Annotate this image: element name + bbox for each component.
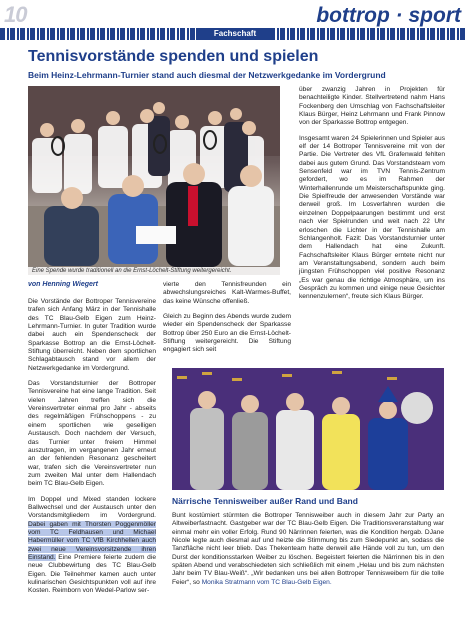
highlighted-text: Dabei gaben mit Thorsten Poggenmöller vom TC Feldhausen und Michael Habermüller vom TC VfB Kirchhellen auch zwei neue Vereinsvorsitzende ihren Einstand. bbox=[28, 520, 156, 561]
article-subtitle: Beim Heinz-Lehrmann-Turnier stand auch diesmal der Netzwerkgedanke im Vordergrund bbox=[28, 70, 386, 80]
paragraph: über zwanzig Jahren in Projekten für benachteiligte Kinder. Stellvertretend nahm Hans Fockenberg den Umschlag von Fachschaftsleiter Klaus Bürger, Heinz Lehrmann und Frank Pinnow von der Sparkasse Bottrop entgegen. bbox=[299, 86, 445, 127]
group-photo bbox=[28, 86, 280, 275]
text-span: Eine Premiere feierte zudem die neue Clubbewirtung des TC Blau-Gelb Eigen. Die Teilnehmer kamen auch unter kulinarischen Gesichtspunkten voll auf ihre Kosten. Reimborn von Wedel-Parlow ser- bbox=[28, 553, 156, 595]
carnival-photo bbox=[172, 368, 444, 490]
magazine-brand: bottrop · sport bbox=[316, 4, 461, 27]
group-photo-illustration bbox=[28, 86, 280, 275]
photo-caption: Eine Spende wurde traditionell an die Ernst-Löchelt-Stiftung weitergereicht. bbox=[28, 267, 284, 276]
paragraph bbox=[28, 496, 156, 596]
page-header bbox=[0, 0, 465, 44]
byline: von Henning Wiegert bbox=[28, 281, 98, 288]
carnival-photo-illustration bbox=[172, 368, 444, 490]
article-title: Tennisvorstände spenden und spielen bbox=[28, 48, 319, 65]
article2-body bbox=[172, 512, 444, 587]
paragraph: vierte den Tennisfreunden ein abwechslungsreiches Kalt-Warmes-Buffet, das keine Wünsche offenließ. bbox=[163, 281, 291, 305]
article2-title: Närrische Tennisweiber außer Rand und Band bbox=[172, 496, 358, 506]
article-column-1 bbox=[28, 298, 156, 603]
text-span: Im Doppel und Mixed standen lockere Ballwechsel und der Austausch unter den Vorstandsmitgliedern im Vordergrund. bbox=[28, 495, 156, 520]
section-tag: Fachschaft bbox=[196, 28, 274, 40]
paragraph: Gleich zu Beginn des Abends wurde zudem wieder ein Spendenscheck der Sparkasse Bottrop über 250 Euro an die Ernst-Löchelt-Stiftung weitergereicht. Die Stiftung engagiert sich seit bbox=[163, 313, 291, 354]
author-name: Monika Stratmann vom TC Blau-Gelb Eigen. bbox=[201, 578, 332, 586]
article-column-3 bbox=[299, 86, 445, 309]
paragraph: Insgesamt waren 24 Spielerinnen und Spieler aus elf der 14 Bottroper Tennisvereine mit von der Partie. Die Vertreter des VfL Grafenwald fehlten dabei aus gutem Grund. Das Vorstandsteam vom Sensenfeld war im TVN Tennis-Zentrum gefordert, wo es im Rahmen der Winterhallenrunde um Meisterschaftspunkte ging. Die Spielfreude der anwesenden Vorstände war derweil groß. Im Losverfahren wurden die einzelnen Doppelpaarungen bestimmt und erst nach vier Spielrunden und weit nach 22 Uhr erloschen die Lichter in der Tennishalle am Schlangenholt. Fazit: Das Vorstandsturnier unter dem Hallendach hat eine Zukunft. Fachschaftsleiter Klaus Bürger erntete nicht nur am Veranstaltungsabend, sondern auch beim jüngsten Frühschoppen viel positive Resonanz „Es war genau die richtige Atmosphäre, um ins Gespräch zu kommen und einige neue Gesichter kennenzulernen“, freute sich Klaus Bürger. bbox=[299, 134, 445, 301]
paragraph: Das Vorstandsturnier der Bottroper Tennisvereine hat eine lange Tradition. Seit vielen Jahren treffen sich die Vereinsvertreter einmal pro Jahr - abseits des regelmäßigen Frühschoppens - zu einem sportlichen wie geselligen Austausch. Doch nachdem der Versuch, das Turnier unter freiem Himmel auszutragen, im vergangenen Jahr erneut an der fehlenden Resonanz gescheitert war, trafen sich die Vereinsvertreter nun zum zweiten Mal unter dem Hallendach beim TC Blau-Gelb Eigen. bbox=[28, 380, 156, 488]
page-number: 10 bbox=[4, 2, 27, 27]
text-span: Bunt kostümiert stürmten die Bottroper Tennisweiber auch in diesem Jahr zur Party an Altweiberfastnacht. Gastgeber war der TC Blau-Gelb Eigen. Die Traditionsveranstaltung war einmal mehr ein voller Erfolg. Rund 90 Närrinnen feierten, was die Kondition hergab. DJane Nicole legte auch diesmal auf und heizte die Stimmung bis zum Siedepunkt an, sodass die Tanzfläche nicht leer blieb. Das Thekenteam hatte derweil alle Hände voll zu tun, um den Durst der konditionsstarken Weiber zu löschen. Begeistert feierten die Närrinnen bis in den späten Abend und verabschiedeten sich schließlich mit einem „Helau und bis zum nächsten Jahr beim TV Blau-Weiß“. „Wir bedanken uns bei allen Bottroper Tennisweibern für die tolle Feier“, so bbox=[172, 512, 444, 586]
paragraph: Die Vorstände der Bottroper Tennisvereine trafen sich Anfang März in der Tennishalle des TC Blau-Gelb Eigen zum Heinz-Lehrmann-Turnier. In guter Tradition wurde dabei auch ein Spendenscheck der Sparkasse Bottrop an die Ernst-Löchelt-Stiftung überreicht. Neben dem sportlichen Schlagabtausch stand vor allem der Netzwerkgedanke im Vordergrund. bbox=[28, 298, 156, 372]
article-column-2 bbox=[163, 281, 291, 362]
